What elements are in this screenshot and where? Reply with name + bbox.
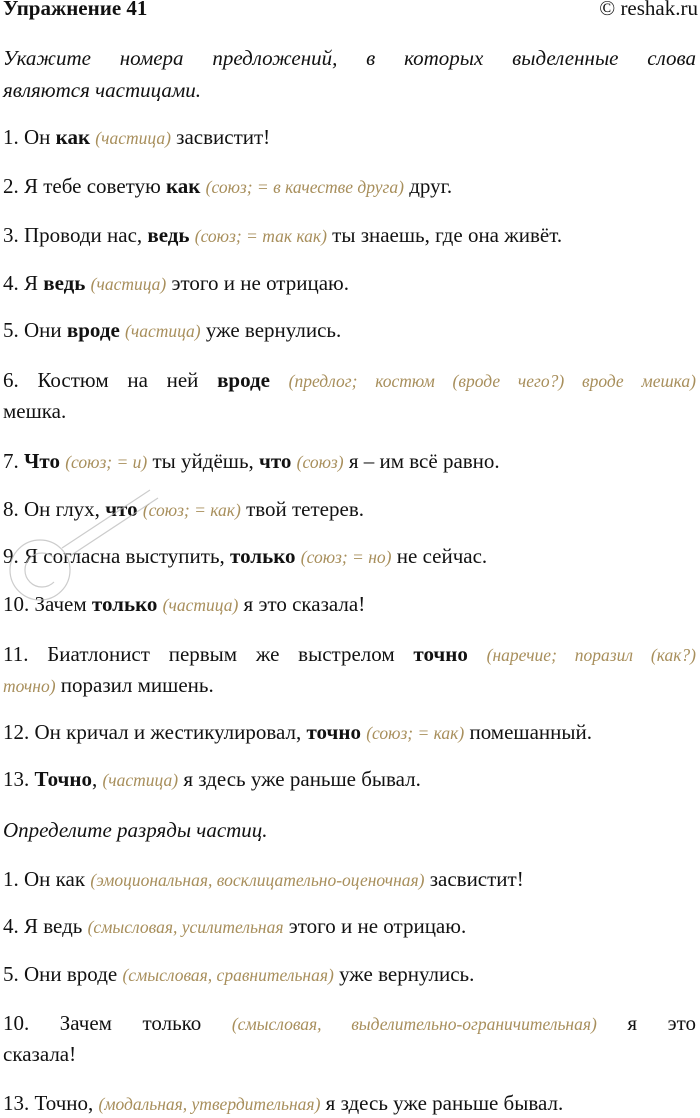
highlighted-word: Точно	[34, 767, 92, 791]
annotation: (союз; = в качестве друга)	[205, 177, 404, 197]
sentence-12: 12. Он кричал и жестикулировал, точно (союз; = как) помешанный.	[3, 720, 592, 744]
annotation: (частица)	[95, 128, 171, 148]
sentence-7: 7. Что (союз; = и) ты уйдёшь, что (союз) я – им всё равно.	[3, 449, 500, 473]
annotation: (смысловая, усилительная	[87, 917, 284, 937]
annotation: точно)	[3, 676, 56, 696]
sentence-4: 4. Я ведь (частица) этого и не отрицаю.	[3, 271, 349, 295]
annotation: (союз; = но)	[300, 547, 392, 567]
exercise-title: Упражнение 41	[3, 0, 148, 20]
rank-4: 4. Я ведь (смысловая, усилительная этого и не отрицаю.	[3, 914, 467, 938]
page-header	[0, 0, 700, 26]
task-instruction-line1: Укажите номера предложений, в которых выделенные слова	[3, 46, 696, 70]
rank-5: 5. Они вроде (смысловая, сравнительная) уже вернулись.	[3, 962, 475, 986]
highlighted-word: ведь	[147, 223, 190, 247]
highlighted-word: ведь	[43, 271, 86, 295]
highlighted-word: точно	[306, 720, 361, 744]
rank-13: 13. Точно, (модальная, утвердительная) я здесь уже раньше бывал.	[3, 1091, 564, 1115]
sentence-11-line1: 11. Биатлонист первым же выстрелом точно (наречие; поразил (как?)	[3, 642, 696, 666]
sentence-6-line2: мешка.	[3, 399, 67, 423]
sentence-6-line1: 6. Костюм на ней вроде (предлог; костюм (вроде чего?) вроде мешка)	[3, 368, 696, 392]
site-credit: © reshak.ru	[599, 0, 698, 20]
annotation: (союз; = как)	[142, 500, 241, 520]
task-instruction-line2: являются частицами.	[3, 78, 202, 102]
highlighted-word: точно	[413, 642, 468, 666]
annotation: (союз)	[296, 452, 344, 472]
annotation: (частица)	[102, 770, 179, 790]
highlighted-word: как	[55, 125, 91, 149]
annotation: (частица)	[90, 274, 167, 294]
sentence-3: 3. Проводи нас, ведь (союз; = так как) ты знаешь, где она живёт.	[3, 223, 563, 247]
sentence-13: 13. Точно, (частица) я здесь уже раньше бывал.	[3, 767, 421, 791]
sentence-2: 2. Я тебе советую как (союз; = в качестве друга) друг.	[3, 174, 453, 198]
annotation: (смысловая, выделительно-ограничительная)	[231, 1014, 597, 1034]
annotation: (частица)	[162, 595, 239, 615]
highlighted-word: вроде	[217, 368, 270, 392]
annotation: (союз; = так как)	[194, 226, 327, 246]
annotation: (союз; = и)	[65, 452, 148, 472]
rank-10-line1: 10. Зачем только (смысловая, выделительно-ограничительная) я это	[3, 1011, 696, 1035]
highlighted-word: только	[230, 544, 296, 568]
highlighted-word: вроде	[66, 318, 120, 342]
annotation: (предлог; костюм (вроде чего?) вроде мешка)	[288, 371, 696, 391]
task-2-instruction: Определите разряды частиц.	[3, 818, 268, 842]
highlighted-word: что	[259, 449, 292, 473]
rank-1: 1. Он как (эмоциональная, восклицательно-оценочная) засвистит!	[3, 867, 524, 891]
sentence-1: 1. Он как (частица) засвистит!	[3, 125, 271, 149]
highlighted-word: что	[105, 497, 138, 521]
sentence-9: 9. Я согласна выступить, только (союз; = но) не сейчас.	[3, 544, 488, 568]
annotation: (наречие; поразил (как?)	[486, 645, 696, 665]
annotation: (модальная, утвердительная)	[98, 1094, 321, 1114]
annotation: (союз; = как)	[366, 723, 465, 743]
sentence-11-line2: точно) поразил мишень.	[3, 673, 214, 697]
sentence-8: 8. Он глух, что (союз; = как) твой тетерев.	[3, 497, 364, 521]
sentence-5: 5. Они вроде (частица) уже вернулись.	[3, 318, 342, 342]
highlighted-word: Что	[24, 449, 60, 473]
highlighted-word: только	[91, 592, 158, 616]
annotation: (частица)	[125, 321, 201, 341]
sentence-10: 10. Зачем только (частица) я это сказала!	[3, 592, 366, 616]
rank-10-line2: сказала!	[3, 1042, 77, 1066]
annotation: (смысловая, сравнительная)	[122, 965, 334, 985]
annotation: (эмоциональная, восклицательно-оценочная)	[90, 870, 425, 890]
highlighted-word: как	[166, 174, 201, 198]
